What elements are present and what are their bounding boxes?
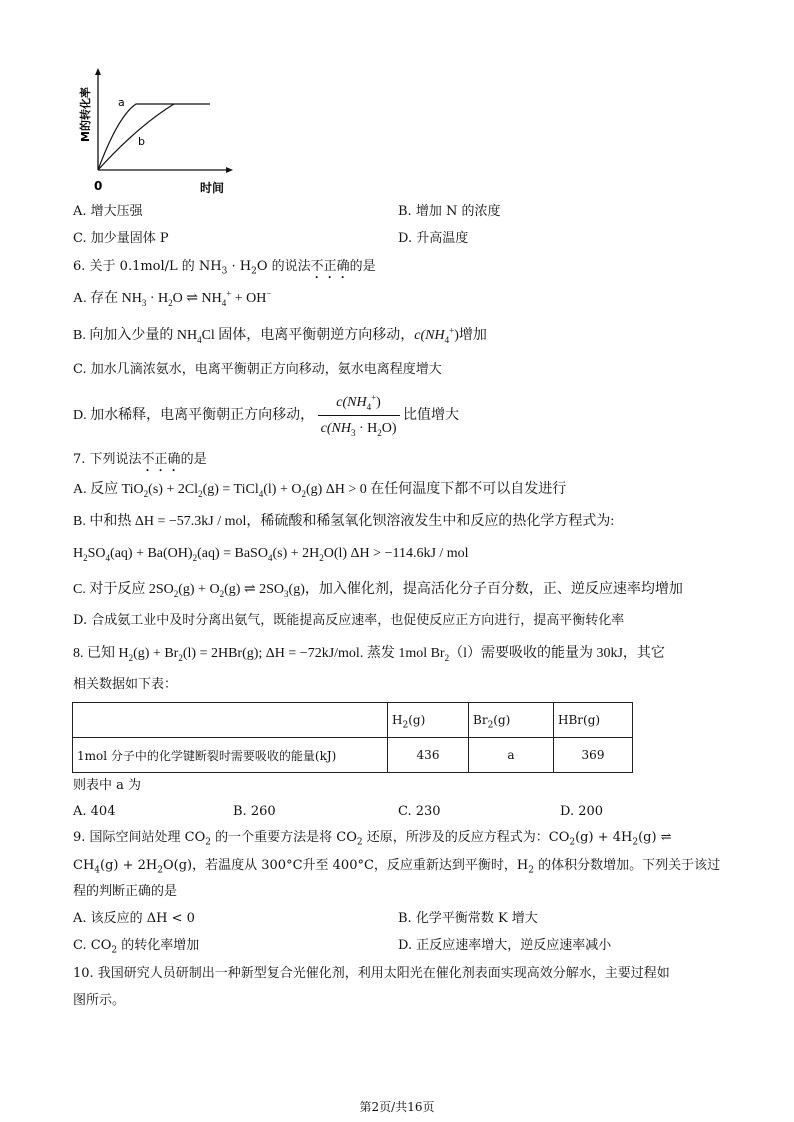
- table-header-br2: $Br_2(g)$: [469, 703, 554, 738]
- curve-a-label: a: [118, 96, 125, 109]
- x-axis-label: 时间: [200, 181, 225, 195]
- q7-option-d: D. 合成氨工业中及时分离出氨气，既能提高反应速率，也促使反应正方向进行，提高平衡转化率: [73, 613, 625, 628]
- q9-option-a: A. 该反应的 ΔH < 0: [73, 911, 195, 926]
- conversion-time-graph: [78, 66, 248, 198]
- table-header-row: [73, 703, 633, 738]
- q8-stem-line1: 8. 已知 $H_2(g) + Br_2(l) = 2HBr(g)$; ΔH = −72kJ/mol. 蒸发 1mol $Br_2(l)$需要吸收的能量为 30kJ，其它: [73, 646, 665, 663]
- q10-stem-line2: 图所示。: [73, 993, 126, 1008]
- q9-option-d: D. 正反应速率增大，逆反应速率减小: [398, 938, 612, 953]
- q6-option-b: B. 向加入少量的 $NH_4Cl$ 固体，电离平衡朝逆方向移动，$c(NH_4^+)$增加: [73, 325, 487, 345]
- page-footer: 第2页/共16页: [359, 1100, 435, 1114]
- table-header-h2: $H_2(g)$: [388, 703, 469, 738]
- q8-after-table: 则表中 a 为: [73, 778, 142, 793]
- q7-option-b-line2: $H_2SO_4(aq) + Ba(OH)_2(aq)$ = BaSO$_4$(s) + $2H_2O(l) \Delta H > -114.6kJ$ / mol: [73, 546, 469, 563]
- q7-stem: 7. 下列说法不正确的是: [73, 452, 207, 467]
- q6-stem: 6. 关于 0.1mol/L 的 $NH_3 \cdot H_2O$ 的说法不正确的是: [73, 259, 376, 277]
- q9-option-c: C. $CO_2$ 的转化率增加: [73, 938, 200, 956]
- q5-option-c: C. 加少量固体 P: [73, 231, 169, 246]
- q7-option-b-line1: B. 中和热 ΔH = −57.3kJ / mol，稀硫酸和稀氢氧化钡溶液发生中和反应的热化学方程式为:: [73, 514, 615, 529]
- q6-emphasis: 不正确: [310, 259, 350, 274]
- q10-stem-line1: 10. 我国研究人员研制出一种新型复合光催化剂，利用太阳光在催化剂表面实现高效分解水，主要过程如: [73, 966, 670, 981]
- q7-option-c: C. 对于反应 $2SO_2(g) + O_2(g)$ ⇌ $2SO_3(g)$，加入催化剂，提高活化分子百分数，正、逆反应速率均增加: [73, 582, 683, 599]
- origin-label: 0: [94, 179, 103, 193]
- q6-d-fraction: $\frac{c(NH_4^+)}{c(NH_3 \cdot H_2O)}$: [318, 392, 400, 440]
- q9-stem-line3: 程的判断正确的是: [73, 884, 178, 899]
- y-axis-arrow: [95, 68, 101, 75]
- q9-stem-line2: $CH_4(g) + 2H_2O(g)$，若温度从 300°C升至 400°C，反应重新达到平衡时，$H_2$ 的体积分数增加。下列关于该过: [73, 858, 721, 876]
- q6-option-c: C. 加水几滴浓氨水，电离平衡朝正方向移动，氨水电离程度增大: [73, 362, 442, 377]
- table-row: [73, 738, 633, 773]
- q6-option-a: A. 存在 $NH_3 \cdot H_2O$ ⇌ $NH_4^+ + OH^-$: [73, 288, 272, 308]
- q9-option-b: B. 化学平衡常数 K 增大: [398, 911, 538, 926]
- q8-option-a: A. 404: [73, 804, 116, 819]
- q6-option-d: D. 加水稀释，电离平衡朝正方向移动， $\frac{c(NH_4^+)}{c(NH_3 \cdot H_2O)}$ 比值增大: [73, 392, 459, 440]
- table-header-hbr: HBr(g): [554, 703, 633, 738]
- q8-data-table: [72, 702, 633, 773]
- q8-option-d: D. 200: [560, 804, 604, 819]
- x-axis-arrow: [226, 167, 233, 173]
- q5-option-b: B. 增加 N 的浓度: [398, 204, 501, 219]
- q9-stem-line1: 9. 国际空间站处理 $CO_2$ 的一个重要方法是将 $CO_2$ 还原，所涉及的反应方程式为：$CO_2(g) + 4H_2(g)$ ⇌: [73, 830, 672, 848]
- curve-b: [98, 104, 174, 170]
- q8-stem-line2: 相关数据如下表：: [73, 677, 178, 692]
- q5-option-a: A. 增大压强: [73, 204, 143, 219]
- table-header-empty: [73, 703, 388, 738]
- table-cell-hbr: 369: [554, 738, 633, 773]
- y-axis-label: M的转化率: [79, 87, 92, 142]
- curve-b-label: b: [138, 135, 145, 148]
- table-cell-h2: 436: [388, 738, 469, 773]
- q7-option-a: A. 反应 $TiO_2(s) + 2Cl_2(g)$ = TiCl$_4$(l) + $O_2(g) \Delta H > 0$ 在任何温度下都不可以自发进行: [73, 482, 567, 499]
- table-cell-br2: a: [469, 738, 554, 773]
- q8-option-b: B. 260: [233, 804, 276, 819]
- table-row-label: 1mol 分子中的化学键断裂时需要吸收的能量(kJ): [73, 738, 388, 773]
- q7-emphasis: 不正确: [141, 452, 181, 467]
- q5-option-d: D. 升高温度: [398, 231, 469, 246]
- curve-a: [98, 104, 210, 170]
- q8-option-c: C. 230: [398, 804, 441, 819]
